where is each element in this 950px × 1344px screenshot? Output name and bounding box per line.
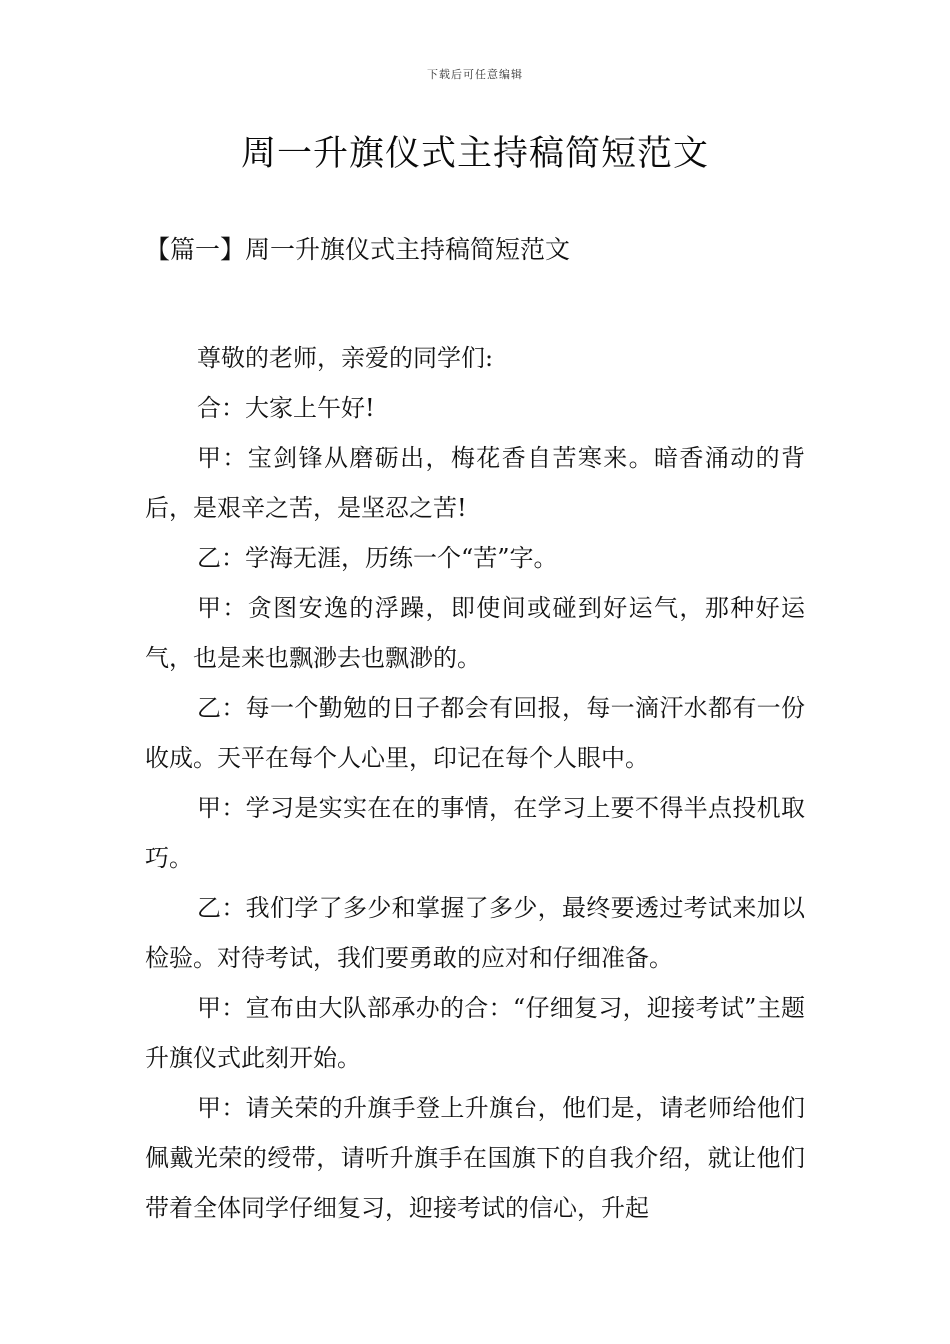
paragraph: 合：大家上午好! xyxy=(197,394,375,422)
paragraph: 乙：每一个勤勉的日子都会有回报，每一滴汗水都有一份收成。天平在每个人心里，印记在每个人眼中。 xyxy=(145,694,805,772)
paragraph: 甲：学习是实实在在的事情，在学习上要不得半点投机取巧。 xyxy=(145,794,805,872)
body-text xyxy=(145,333,805,1233)
paragraph: 甲：贪图安逸的浮躁，即使间或碰到好运气，那种好运气，也是来也飘渺去也飘渺的。 xyxy=(145,594,805,672)
paragraph: 甲：宣布由大队部承办的合：“仔细复习，迎接考试”主题升旗仪式此刻开始。 xyxy=(145,994,805,1072)
section-heading: 【篇一】周一升旗仪式主持稿简短范文 xyxy=(145,235,571,264)
header-note: 下载后可任意编辑 xyxy=(427,68,523,81)
paragraph: 乙：学海无涯，历练一个“苦”字。 xyxy=(197,544,558,572)
document-title: 周一升旗仪式主持稿简短范文 xyxy=(240,134,709,174)
paragraph-greeting: 尊敬的老师，亲爱的同学们: xyxy=(197,344,494,372)
paragraph: 乙：我们学了多少和掌握了多少，最终要透过考试来加以检验。对待考试，我们要勇敢的应对和仔细准备。 xyxy=(145,894,805,972)
paragraph: 甲：宝剑锋从磨砺出，梅花香自苦寒来。暗香涌动的背后，是艰辛之苦，是坚忍之苦! xyxy=(145,444,805,522)
paragraph: 甲：请关荣的升旗手登上升旗台，他们是，请老师给他们佩戴光荣的绶带，请听升旗手在国旗下的自我介绍，就让他们带着全体同学仔细复习，迎接考试的信心，升起 xyxy=(145,1094,805,1222)
